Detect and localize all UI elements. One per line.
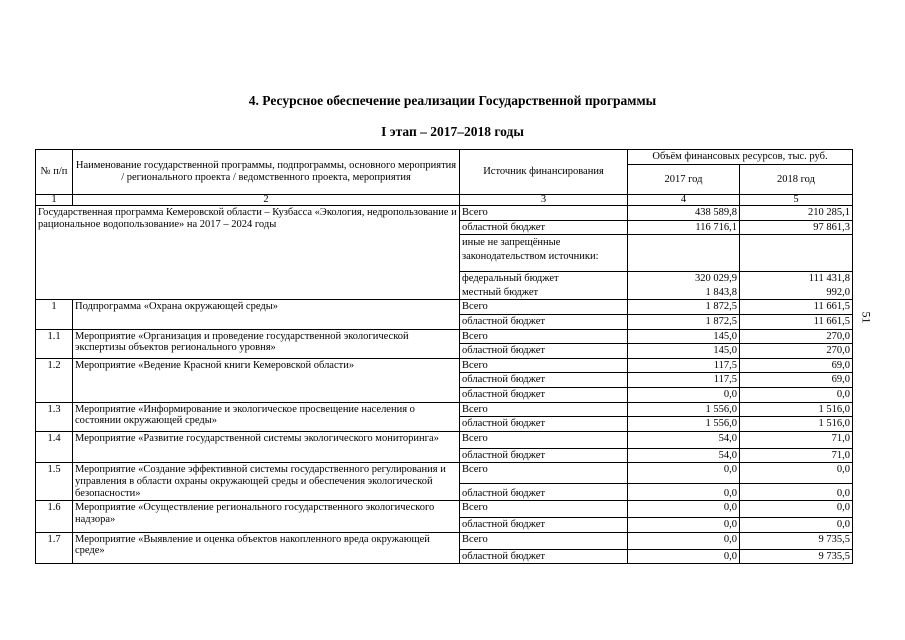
value-2018: 1 516,0 [740, 417, 853, 432]
source-cell: областной бюджет [460, 344, 628, 359]
source-cell: областной бюджет [460, 387, 628, 402]
value-2017: 0,0 [628, 484, 740, 501]
value-2017: 116 716,1 [628, 220, 740, 235]
header-source: Источник финансирования [460, 150, 628, 195]
value-2017: 54,0 [628, 431, 740, 448]
item-name: Подпрограмма «Охрана окружающей среды» [73, 300, 460, 329]
source-cell: Всего [460, 206, 628, 221]
value-2018: 71,0 [740, 448, 853, 463]
item-number: 1.6 [36, 501, 73, 533]
value-2018: 210 285,1 [740, 206, 853, 221]
header-year-2017: 2017 год [628, 165, 740, 195]
value-2017: 1 872,5 [628, 300, 740, 315]
source-cell: иные не запрещённые законодательством источники: [460, 235, 628, 272]
value-2017: 0,0 [628, 549, 740, 564]
source-cell: Всего [460, 329, 628, 344]
source-cell: местный бюджет [460, 286, 628, 300]
value-2018 [740, 235, 853, 272]
page-title: 4. Ресурсное обеспечение реализации Государственной программы [248, 93, 657, 108]
source-cell: областной бюджет [460, 549, 628, 564]
value-2018: 0,0 [740, 518, 853, 533]
item-name: Мероприятие «Информирование и экологическое просвещение населения о состоянии окружающей среды» [73, 402, 460, 431]
source-cell: областной бюджет [460, 484, 628, 501]
item-name: Мероприятие «Организация и проведение государственной экологической экспертизы объектов регионального уровня» [73, 329, 460, 358]
item-name: Мероприятие «Ведение Красной книги Кемеровской области» [73, 358, 460, 402]
column-number: 3 [460, 195, 628, 206]
value-2017: 1 843,8 [628, 286, 740, 300]
value-2018: 69,0 [740, 358, 853, 373]
resource-table [35, 149, 853, 564]
program-name: Государственная программа Кемеровской области – Кузбасса «Экология, недропользование и рациональное водопользование» на 2017 – 2024 годы [38, 207, 457, 230]
page-number: 51 [859, 311, 874, 324]
header-num: № п/п [36, 150, 73, 195]
header-volume: Объём финансовых ресурсов, тыс. руб. [628, 150, 853, 165]
header-name: Наименование государственной программы, подпрограммы, основного мероприятия / регионального проекта / ведомственного проекта, мероприятия [73, 150, 460, 195]
header-year-2018: 2018 год [740, 165, 853, 195]
page-subtitle: I этап – 2017–2018 годы [381, 124, 524, 139]
value-2017: 145,0 [628, 344, 740, 359]
value-2017: 1 556,0 [628, 417, 740, 432]
item-number: 1.1 [36, 329, 73, 358]
source-cell: областной бюджет [460, 448, 628, 463]
value-2018: 0,0 [740, 501, 853, 518]
column-number: 2 [73, 195, 460, 206]
value-2018: 11 661,5 [740, 300, 853, 315]
value-2018: 0,0 [740, 387, 853, 402]
source-cell: Всего [460, 501, 628, 518]
value-2017: 117,5 [628, 358, 740, 373]
value-2017: 1 556,0 [628, 402, 740, 417]
value-2017: 1 872,5 [628, 314, 740, 329]
item-name: Мероприятие «Выявление и оценка объектов накопленного вреда окружающей среде» [73, 532, 460, 564]
value-2017: 0,0 [628, 518, 740, 533]
value-2018: 270,0 [740, 329, 853, 344]
source-cell: Всего [460, 300, 628, 315]
source-cell: областной бюджет [460, 220, 628, 235]
value-2018: 9 735,5 [740, 549, 853, 564]
value-2018: 11 661,5 [740, 314, 853, 329]
value-2017: 0,0 [628, 501, 740, 518]
value-2018: 270,0 [740, 344, 853, 359]
value-2018: 111 431,8 [740, 272, 853, 286]
column-number: 5 [740, 195, 853, 206]
item-number: 1.5 [36, 463, 73, 501]
source-cell: Всего [460, 402, 628, 417]
column-number: 4 [628, 195, 740, 206]
value-2017: 0,0 [628, 463, 740, 484]
value-2017: 438 589,8 [628, 206, 740, 221]
source-cell: областной бюджет [460, 373, 628, 388]
value-2017 [628, 235, 740, 272]
source-cell: Всего [460, 463, 628, 484]
value-2018: 9 735,5 [740, 532, 853, 549]
value-2018: 0,0 [740, 463, 853, 484]
source-cell: областной бюджет [460, 314, 628, 329]
value-2018: 71,0 [740, 431, 853, 448]
value-2017: 145,0 [628, 329, 740, 344]
item-number: 1.2 [36, 358, 73, 402]
value-2018: 1 516,0 [740, 402, 853, 417]
source-cell: федеральный бюджет [460, 272, 628, 286]
source-cell: областной бюджет [460, 417, 628, 432]
value-2018: 992,0 [740, 286, 853, 300]
value-2018: 69,0 [740, 373, 853, 388]
item-number: 1.7 [36, 532, 73, 564]
program-name-cell [36, 206, 460, 300]
source-cell: областной бюджет [460, 518, 628, 533]
source-cell: Всего [460, 431, 628, 448]
item-name: Мероприятие «Развитие государственной системы экологического мониторинга» [73, 431, 460, 463]
value-2017: 0,0 [628, 532, 740, 549]
item-name: Мероприятие «Создание эффективной системы государственного регулирования и управления в области охраны окружающей среды и обеспечения экологической безопасности» [73, 463, 460, 501]
value-2017: 54,0 [628, 448, 740, 463]
column-number: 1 [36, 195, 73, 206]
source-cell: Всего [460, 532, 628, 549]
item-name: Мероприятие «Осуществление регионального государственного экологического надзора» [73, 501, 460, 533]
value-2017: 0,0 [628, 387, 740, 402]
value-2018: 97 861,3 [740, 220, 853, 235]
value-2017: 320 029,9 [628, 272, 740, 286]
source-cell: Всего [460, 358, 628, 373]
item-number: 1 [36, 300, 73, 329]
value-2018: 0,0 [740, 484, 853, 501]
item-number: 1.4 [36, 431, 73, 463]
item-number: 1.3 [36, 402, 73, 431]
value-2017: 117,5 [628, 373, 740, 388]
